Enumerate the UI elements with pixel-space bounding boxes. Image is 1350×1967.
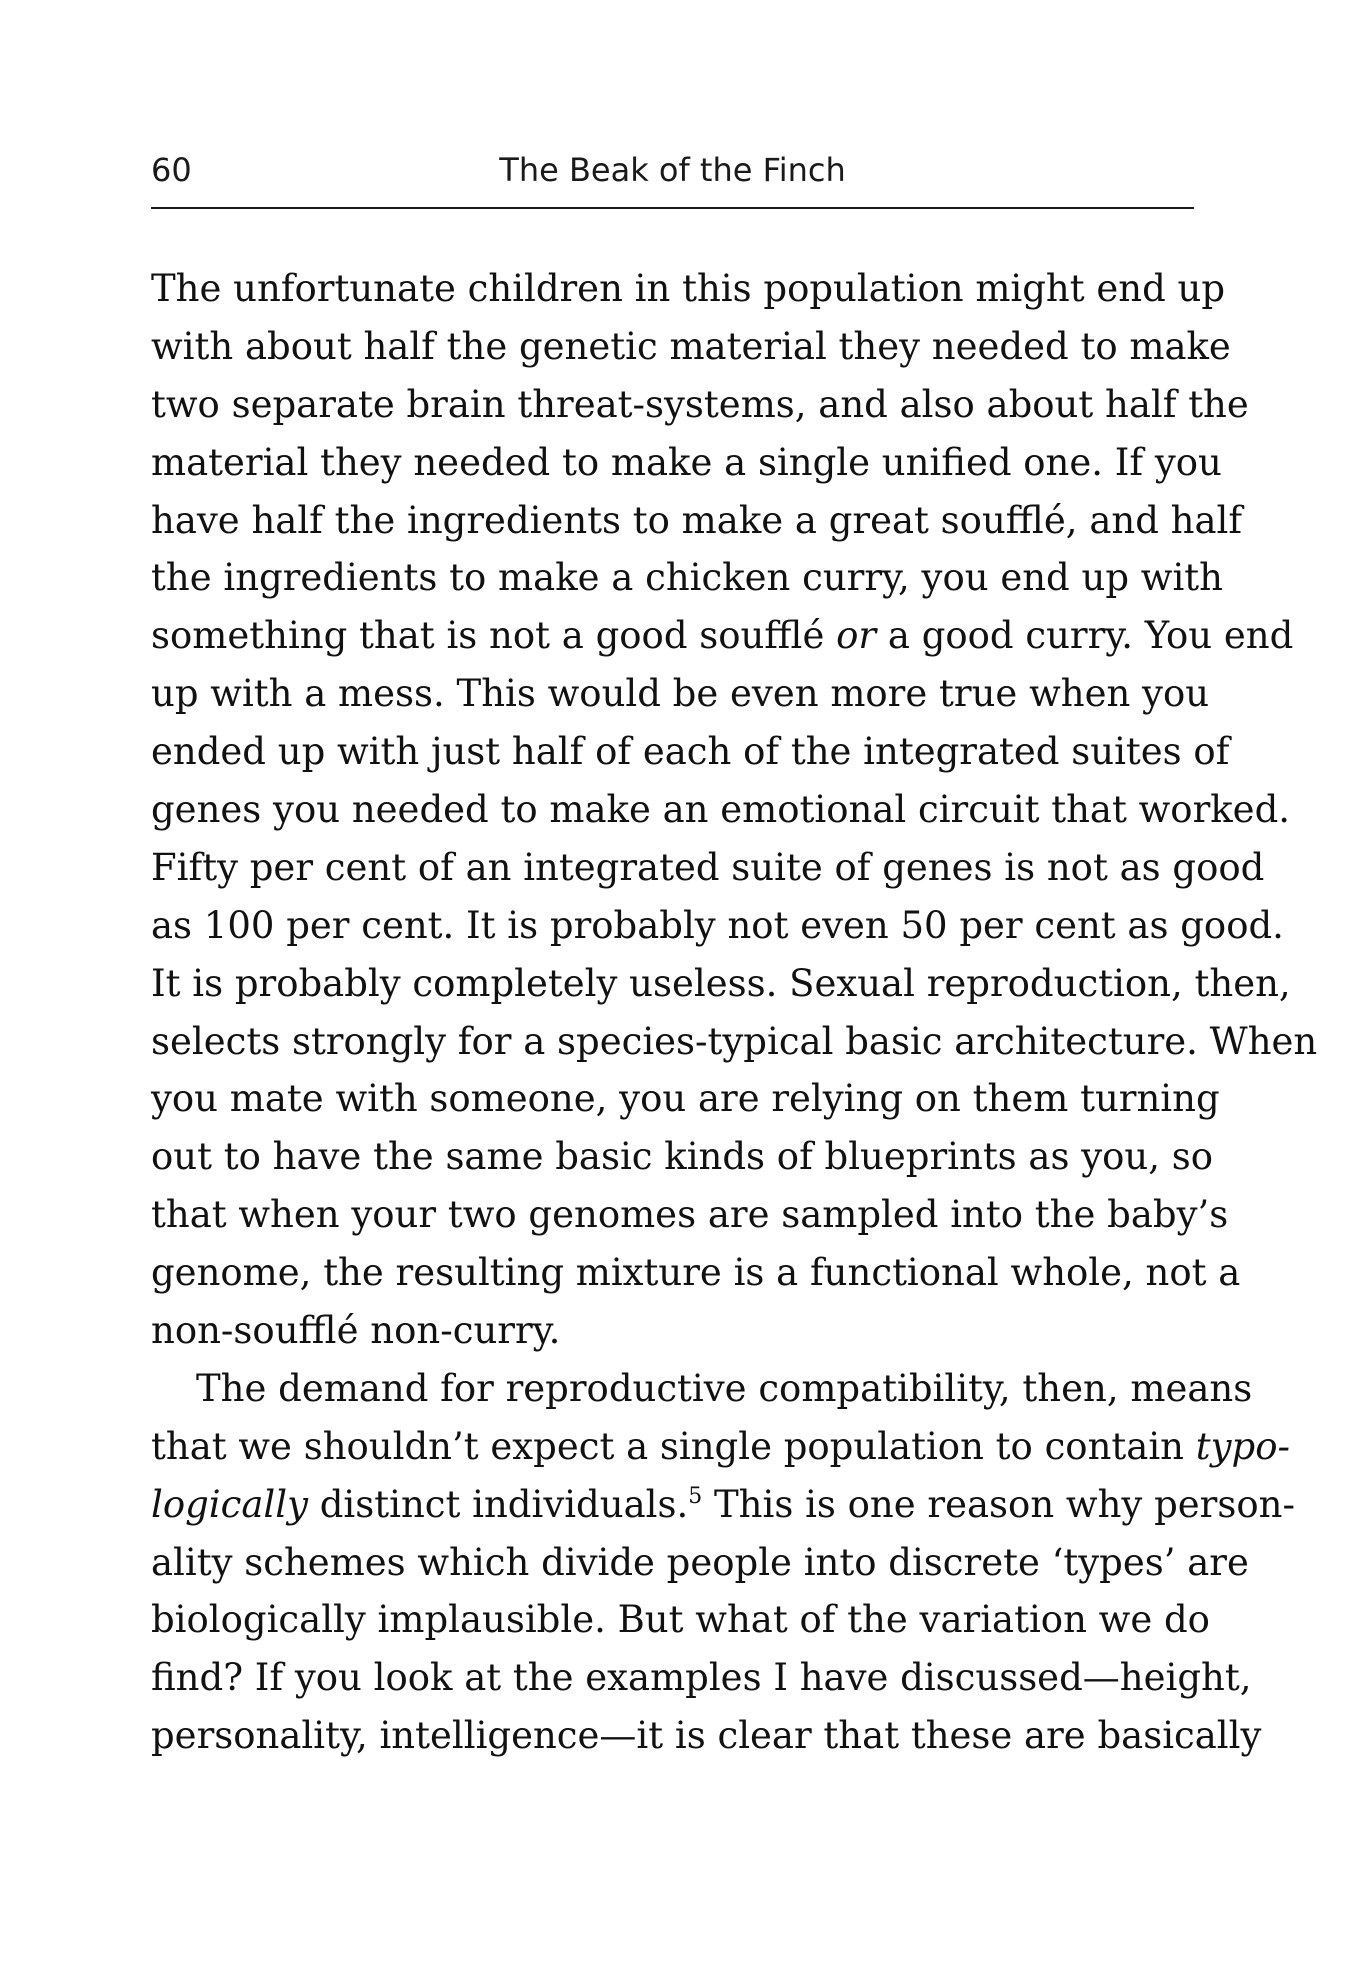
text-line: as 100 per cent. It is probably not even 50 per cent as good. — [151, 903, 1284, 947]
text-run: This is one reason why person- — [702, 1482, 1295, 1526]
text-run: a good curry. You end — [876, 614, 1294, 658]
text-line: biologically implausible. But what of the variation we do — [151, 1598, 1210, 1642]
text-line: you mate with someone, you are relying on them turning — [151, 1077, 1220, 1121]
body-text — [151, 260, 1318, 1765]
text-run: that we shouldn’t expect a single population to contain — [151, 1424, 1196, 1468]
header-rule — [151, 207, 1194, 209]
text-line: two separate brain threat-systems, and also about half the — [151, 382, 1249, 426]
text-line: genes you needed to make an emotional circuit that worked. — [151, 788, 1291, 832]
text-line: ended up with just half of each of the integrated suites of — [151, 730, 1230, 774]
text-line: that when your two genomes are sampled into the baby’s — [151, 1193, 1229, 1237]
text-line: genome, the resulting mixture is a functional whole, not a — [151, 1251, 1241, 1295]
text-line: out to have the same basic kinds of blueprints as you, so — [151, 1135, 1214, 1179]
text-line: find? If you look at the examples I have discussed—height, — [151, 1656, 1252, 1700]
text-line: up with a mess. This would be even more true when you — [151, 672, 1210, 716]
text-line: non-soufflé non-curry. — [151, 1309, 561, 1353]
paragraph-1 — [151, 260, 1318, 1360]
italic-text: logically — [151, 1482, 308, 1526]
text-line — [151, 1476, 1295, 1534]
text-line: Fifty per cent of an integrated suite of genes is not as good — [151, 845, 1265, 889]
text-line — [151, 1418, 1290, 1476]
footnote-marker[interactable]: 5 — [688, 1483, 703, 1509]
italic-text: or — [836, 614, 877, 658]
text-run: distinct individuals. — [307, 1482, 689, 1526]
text-line: the ingredients to make a chicken curry, you end up with — [151, 556, 1223, 600]
text-line: The unfortunate children in this population might end up — [151, 267, 1226, 310]
italic-text: typo- — [1195, 1424, 1290, 1468]
text-line: material they needed to make a single unified one. If you — [151, 440, 1222, 484]
text-line: personality, intelligence—it is clear that these are basically — [151, 1714, 1262, 1758]
running-head — [151, 150, 1194, 202]
text-run: something that is not a good soufflé — [151, 614, 837, 658]
text-line: with about half the genetic material they needed to make — [151, 324, 1231, 368]
paragraph-2 — [151, 1360, 1295, 1765]
text-line: The demand for reproductive compatibility, then, means — [196, 1366, 1253, 1410]
text-line: It is probably completely useless. Sexual reproduction, then, — [151, 961, 1291, 1005]
text-line: have half the ingredients to make a great soufflé, and half — [151, 498, 1243, 542]
book-title: The Beak of the Finch — [499, 151, 846, 189]
text-line: selects strongly for a species-typical basic architecture. When — [151, 1019, 1318, 1063]
text-line — [151, 607, 1294, 665]
text-line: ality schemes which divide people into discrete ‘types’ are — [151, 1540, 1249, 1584]
page-number: 60 — [151, 151, 192, 189]
